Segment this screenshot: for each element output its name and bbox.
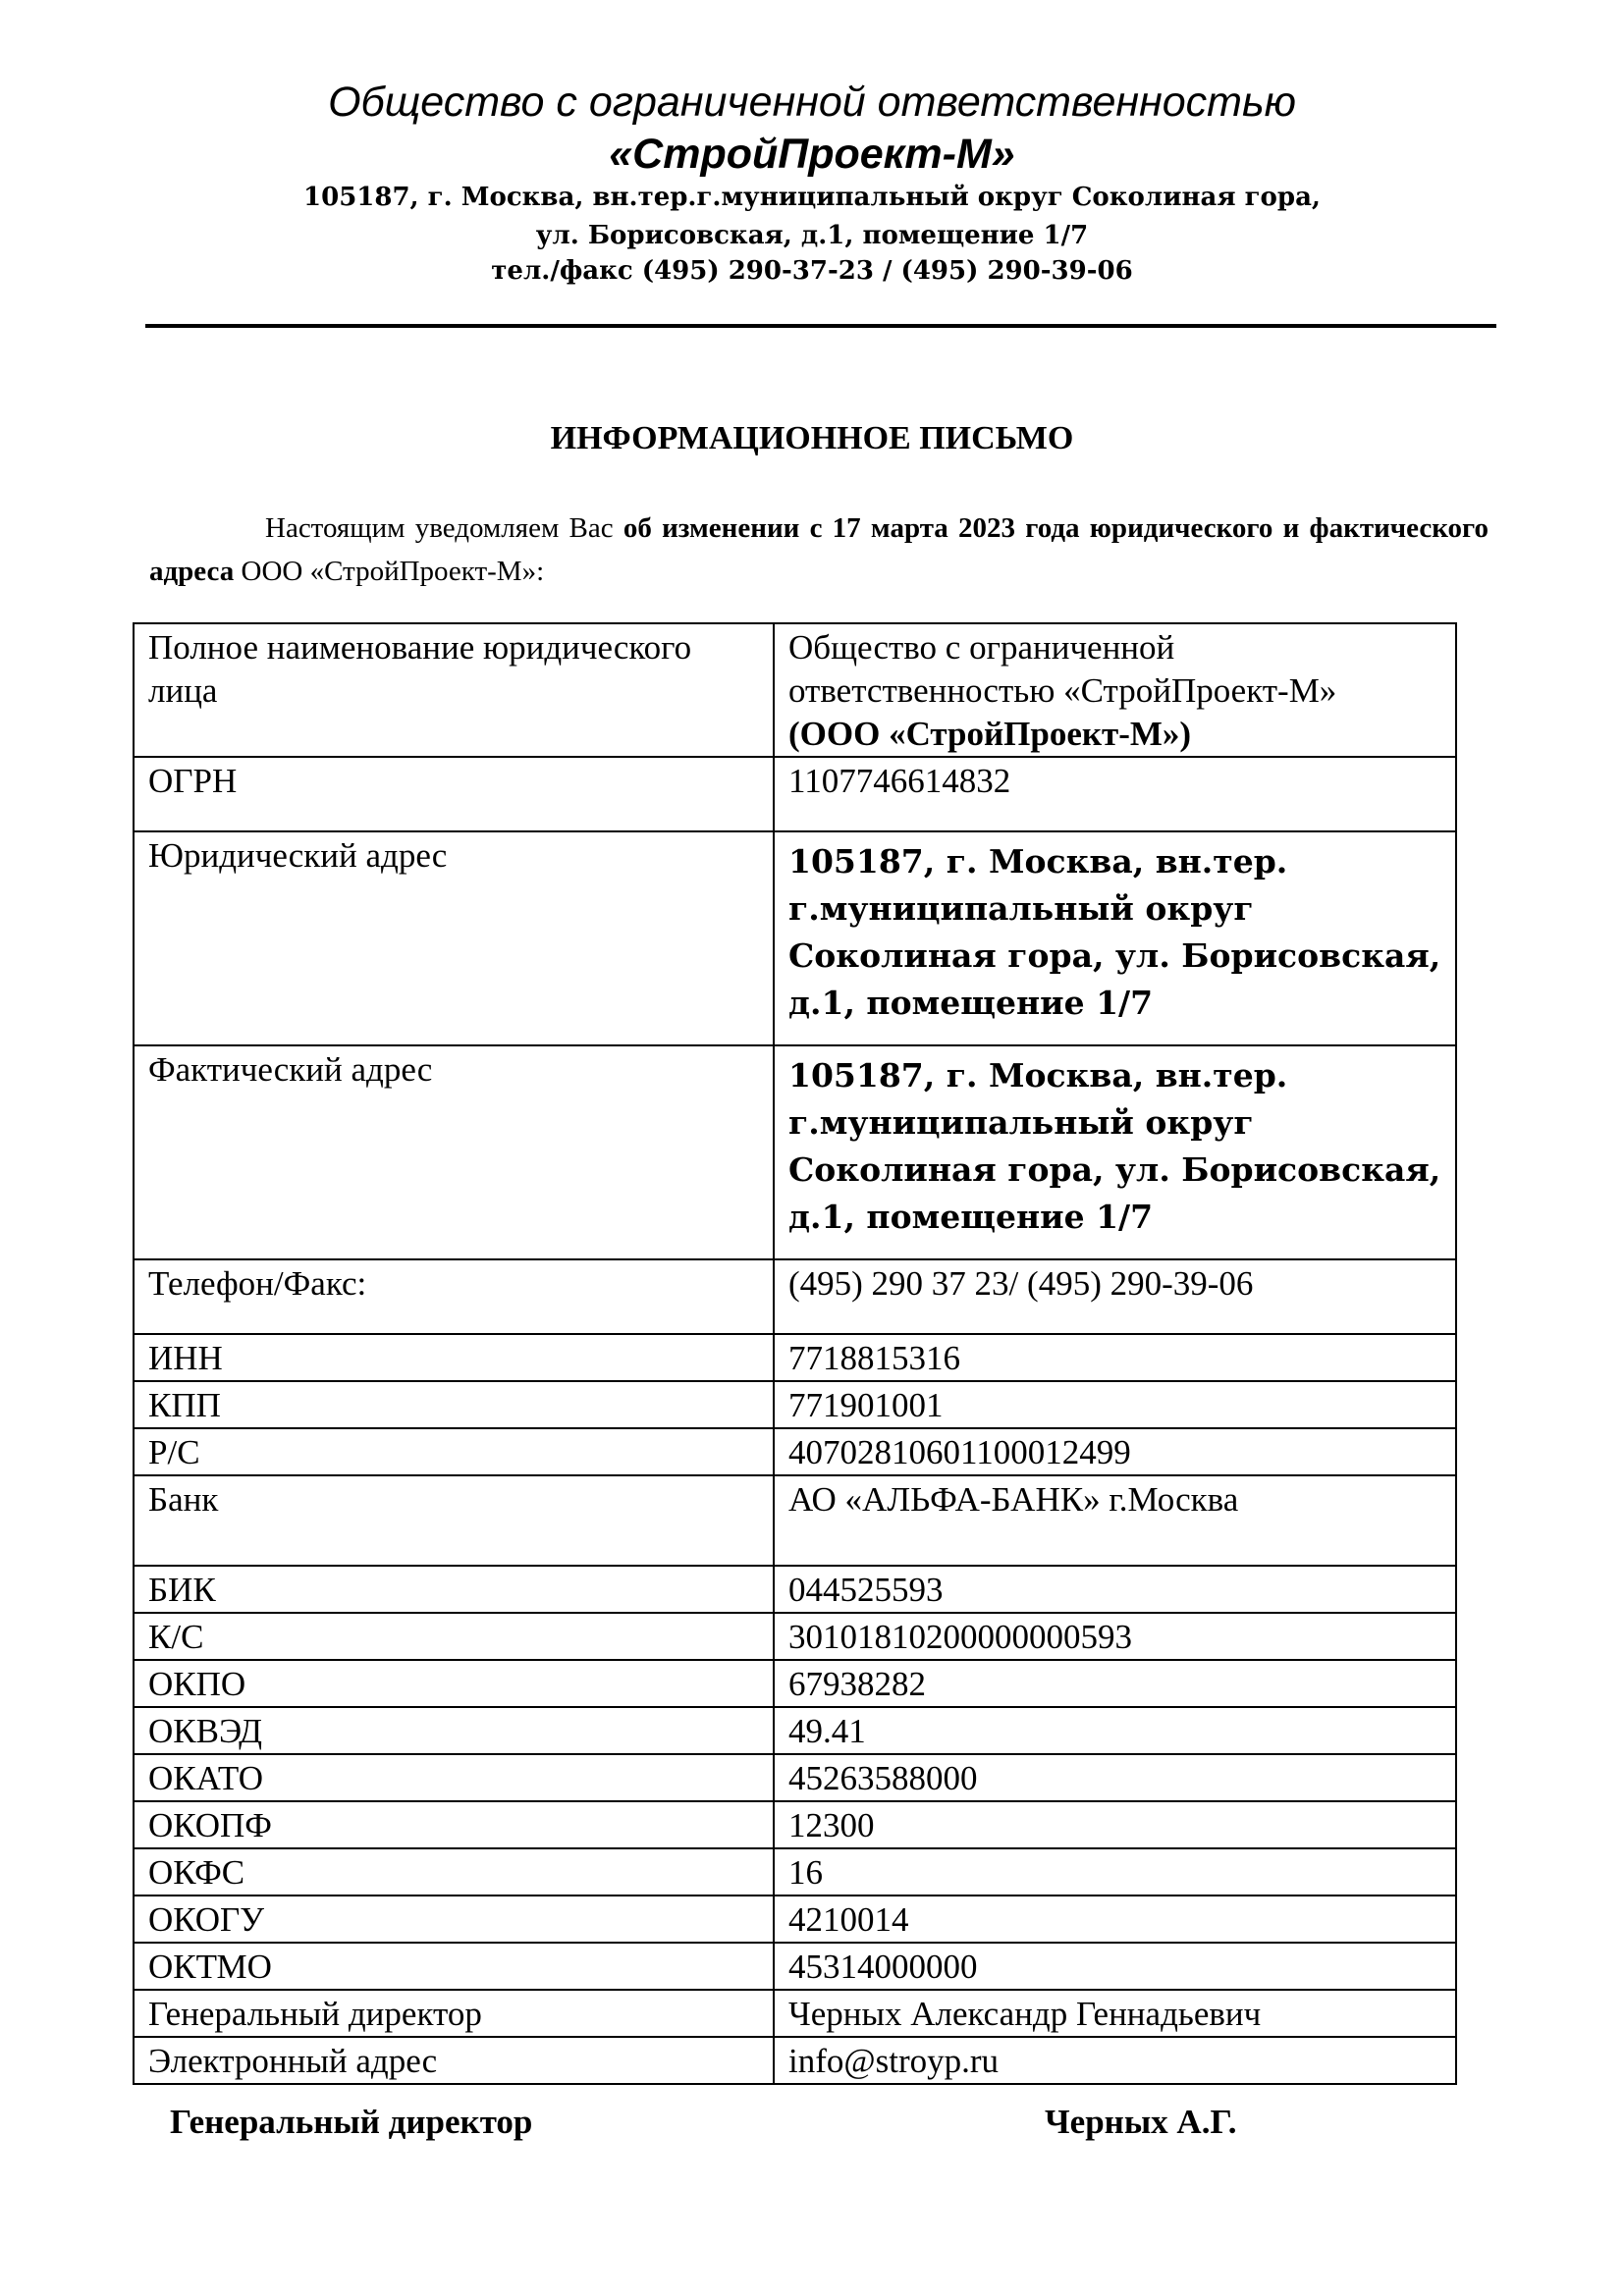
- table-row-bank: [134, 1475, 1456, 1566]
- oktmo-value: 45314000000: [774, 1943, 1456, 1990]
- full-name-short: (ООО «СтройПроект-М»): [788, 715, 1192, 753]
- corr-account-value: 30101810200000000593: [774, 1613, 1456, 1660]
- table-row: [134, 1896, 1456, 1943]
- table-row: [134, 1566, 1456, 1613]
- intro-text-bold: об изменении с 17 марта 2023 года юридического и фактического адреса: [149, 512, 1489, 587]
- table-row: [134, 1334, 1456, 1381]
- table-row: [134, 1754, 1456, 1801]
- corr-account-label: К/С: [134, 1613, 774, 1660]
- table-row-ogrn: [134, 757, 1456, 831]
- actual-address-value: 105187, г. Москва, вн.тер. г.муниципальный округ Соколиная гора, ул. Борисовская, д.1, помещение 1/7: [788, 1056, 1441, 1236]
- okopf-value: 12300: [774, 1801, 1456, 1848]
- legal-address-value: 105187, г. Москва, вн.тер. г.муниципальный округ Соколиная гора, ул. Борисовская, д.1, помещение 1/7: [788, 842, 1441, 1022]
- org-name-line: Общество с ограниченной ответственностью: [328, 79, 1296, 126]
- legal-address-label: Юридический адрес: [134, 831, 774, 1045]
- signature-position: Генеральный директор: [170, 2103, 533, 2141]
- signature-name: Черных А.Г.: [1045, 2103, 1237, 2141]
- document-title: ИНФОРМАЦИОННОЕ ПИСЬМО: [550, 420, 1074, 456]
- header-divider: [145, 324, 1496, 328]
- phone-value: (495) 290 37 23/ (495) 290-39-06: [774, 1259, 1456, 1334]
- okpo-value: 67938282: [774, 1660, 1456, 1707]
- table-row: [134, 1943, 1456, 1990]
- org-address-line-2: ул. Борисовская, д.1, помещение 1/7: [535, 221, 1089, 250]
- okpo-label: ОКПО: [134, 1660, 774, 1707]
- ogrn-label: ОГРН: [134, 757, 774, 831]
- ogrn-value: 1107746614832: [774, 757, 1456, 831]
- account-label: Р/С: [134, 1428, 774, 1475]
- email-label: Электронный адрес: [134, 2037, 774, 2084]
- intro-paragraph: [149, 507, 1489, 593]
- director-value: Черных Александр Геннадьевич: [774, 1990, 1456, 2037]
- intro-text-start: Настоящим уведомляем Вас: [265, 512, 623, 544]
- okved-label: ОКВЭД: [134, 1707, 774, 1754]
- org-brand-name: «СтройПроект-М»: [609, 131, 1015, 178]
- table-row: [134, 1990, 1456, 2037]
- account-value: 40702810601100012499: [774, 1428, 1456, 1475]
- table-row: [134, 1660, 1456, 1707]
- company-details-table: [133, 622, 1457, 2085]
- kpp-label: КПП: [134, 1381, 774, 1428]
- okogu-label: ОКОГУ: [134, 1896, 774, 1943]
- org-phone-line: тел./факс (495) 290-37-23 / (495) 290-39-06: [491, 256, 1133, 286]
- table-row-legal-address: [134, 831, 1456, 1045]
- bik-value: 044525593: [774, 1566, 1456, 1613]
- table-row: [134, 1707, 1456, 1754]
- full-name-value-cell: [774, 623, 1456, 757]
- okved-value: 49.41: [774, 1707, 1456, 1754]
- kpp-value: 771901001: [774, 1381, 1456, 1428]
- org-address-line-1: 105187, г. Москва, вн.тер.г.муниципальный округ Соколиная гора,: [303, 183, 1321, 212]
- intro-text-end: ООО «СтройПроект-М»:: [234, 556, 545, 587]
- okfs-value: 16: [774, 1848, 1456, 1896]
- table-row-actual-address: [134, 1045, 1456, 1259]
- email-value: info@stroyp.ru: [774, 2037, 1456, 2084]
- bank-value: АО «АЛЬФА-БАНК» г.Москва: [774, 1475, 1456, 1566]
- phone-label: Телефон/Факс:: [134, 1259, 774, 1334]
- actual-address-cell: [774, 1045, 1456, 1259]
- table-row-phone: [134, 1259, 1456, 1334]
- table-row: [134, 1801, 1456, 1848]
- table-row: [134, 2037, 1456, 2084]
- inn-value: 7718815316: [774, 1334, 1456, 1381]
- table-row: [134, 1848, 1456, 1896]
- inn-label: ИНН: [134, 1334, 774, 1381]
- okato-label: ОКАТО: [134, 1754, 774, 1801]
- actual-address-label: Фактический адрес: [134, 1045, 774, 1259]
- okopf-label: ОКОПФ: [134, 1801, 774, 1848]
- table-row: [134, 1613, 1456, 1660]
- legal-address-cell: [774, 831, 1456, 1045]
- director-label: Генеральный директор: [134, 1990, 774, 2037]
- bik-label: БИК: [134, 1566, 774, 1613]
- full-name-value: Общество с ограниченной ответственностью «СтройПроект-М»: [788, 628, 1337, 710]
- full-name-label: Полное наименование юридического лица: [134, 623, 774, 757]
- okato-value: 45263588000: [774, 1754, 1456, 1801]
- table-row-full-name: [134, 623, 1456, 757]
- oktmo-label: ОКТМО: [134, 1943, 774, 1990]
- table-row: [134, 1428, 1456, 1475]
- okfs-label: ОКФС: [134, 1848, 774, 1896]
- bank-label: Банк: [134, 1475, 774, 1566]
- table-row: [134, 1381, 1456, 1428]
- okogu-value: 4210014: [774, 1896, 1456, 1943]
